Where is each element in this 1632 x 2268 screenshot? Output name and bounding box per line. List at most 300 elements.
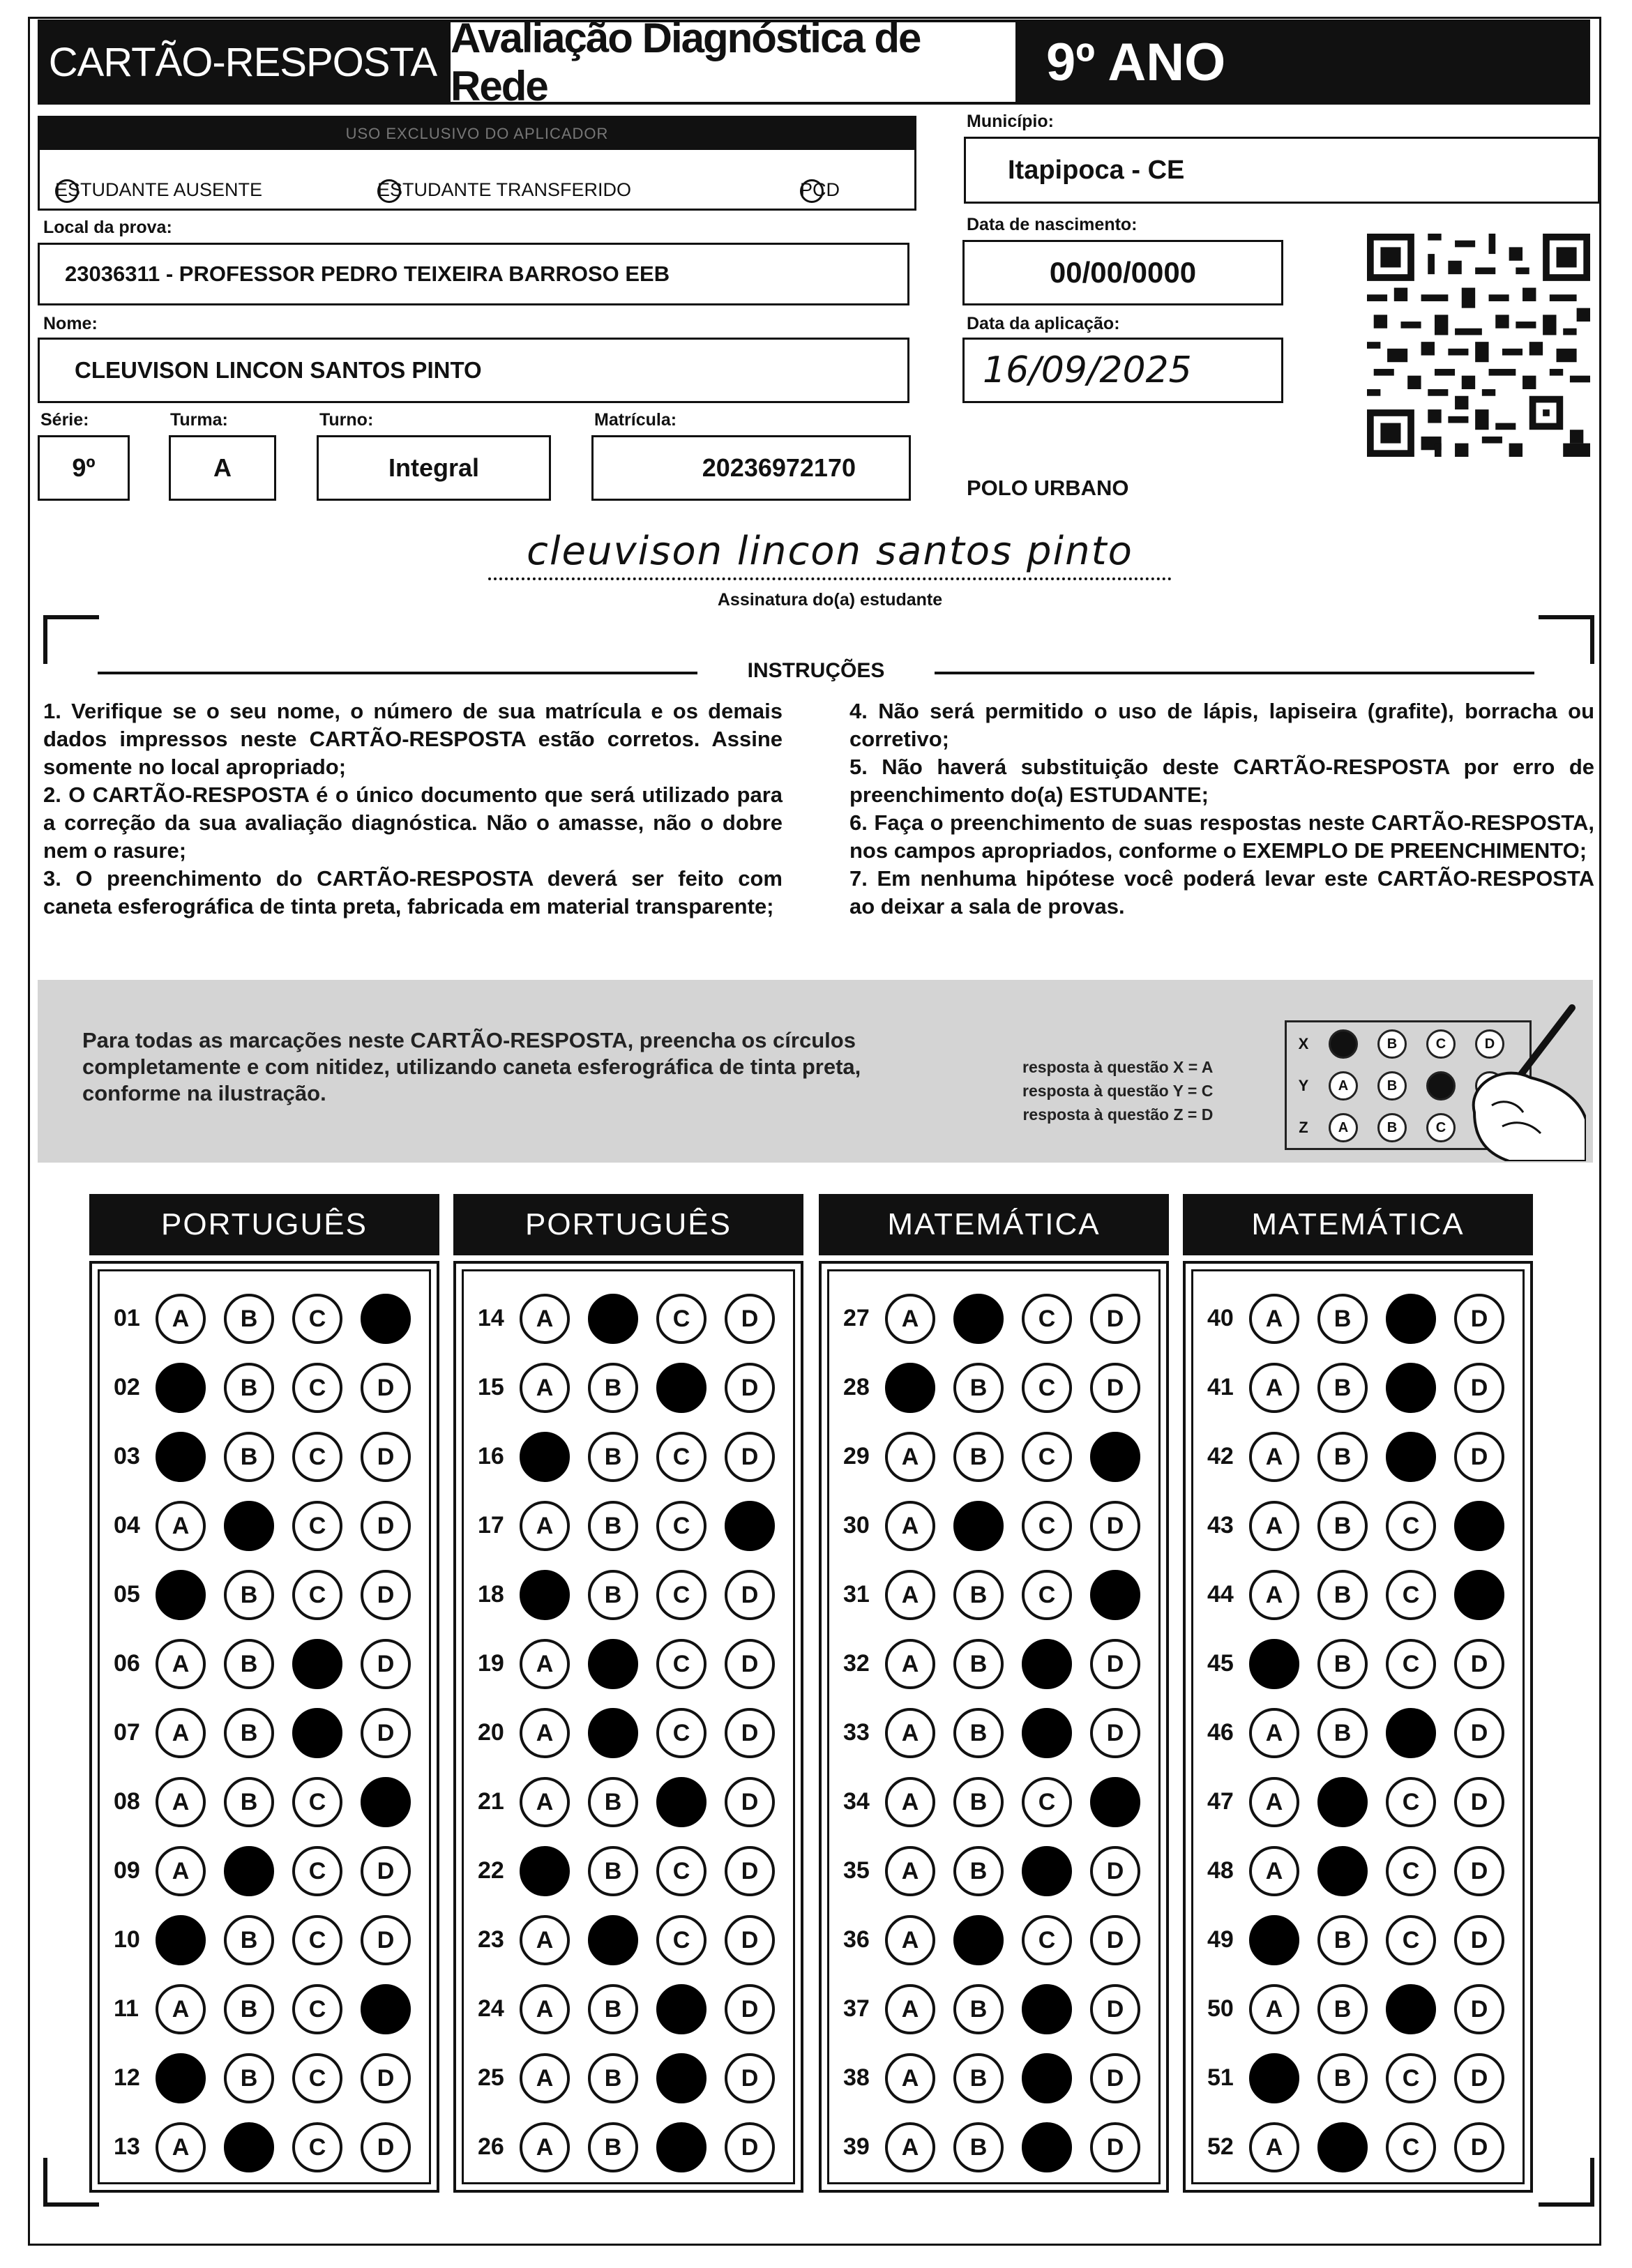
question-row [829,2049,1158,2105]
answer-bubble-a[interactable]: A [885,1501,935,1551]
question-number: 12 [114,2064,140,2091]
answer-bubble-b[interactable]: B [224,1639,274,1689]
instruction-1: 1. Verifique se o seu nome, o número de sua matrícula e os demais dados impressos neste CARTÃO-RESPOSTA estão corretos. Assine somente no local apropriado; [43,699,783,779]
question-row [829,1359,1158,1414]
question-row [464,1428,793,1483]
answer-bubble-b[interactable]: B [224,1984,274,2034]
answer-bubble-b[interactable]: B [224,2053,274,2103]
matricula-field [591,435,911,501]
answer-bubble-a[interactable]: A [156,1708,206,1758]
answer-bubble-b[interactable]: B [953,1708,1004,1758]
answer-bubble-b[interactable]: B [1317,1432,1368,1482]
answer-bubble-b[interactable] [224,1501,274,1551]
answer-bubble-b[interactable] [588,1639,638,1689]
birthdate-value: 00/00/0000 [1049,256,1197,289]
answer-bubble-b[interactable]: B [224,1708,274,1758]
answer-bubble-b[interactable] [1317,1777,1368,1827]
question-row [1193,2118,1523,2174]
answer-bubble-b[interactable]: B [953,2053,1004,2103]
example-bubble [1329,1029,1358,1059]
answer-bubble-a[interactable]: A [520,1363,570,1413]
answer-bubble-b[interactable] [1317,2122,1368,2172]
answer-bubble-d[interactable]: D [1454,1432,1504,1482]
answer-bubble-b[interactable]: B [588,1570,638,1620]
answer-bubble-a[interactable]: A [885,1846,935,1896]
answer-bubble-c[interactable]: C [292,1294,342,1344]
example-line-x: resposta à questão X = A [1022,1058,1214,1076]
answer-bubble-c[interactable] [1022,1708,1072,1758]
answer-bubble-d[interactable]: D [1090,1294,1140,1344]
answer-bubble-c[interactable] [656,1363,707,1413]
question-number: 08 [114,1788,140,1815]
answer-bubble-d[interactable] [1090,1777,1140,1827]
answer-bubble-d[interactable]: D [1090,1639,1140,1689]
answer-bubble-b[interactable]: B [224,1432,274,1482]
answer-bubble-d[interactable]: D [361,2053,411,2103]
answer-bubble-a[interactable]: A [1249,1363,1299,1413]
answer-bubble-b[interactable]: B [224,1915,274,1965]
answer-bubble-c[interactable]: C [1022,1501,1072,1551]
answer-bubble-d[interactable]: D [361,1501,411,1551]
answer-bubble-c[interactable] [1022,2122,1072,2172]
answer-bubble-c[interactable]: C [656,1639,707,1689]
answer-bubble-c[interactable]: C [1386,2122,1436,2172]
answer-bubble-c[interactable]: C [1022,1294,1072,1344]
answer-bubble-d[interactable]: D [725,1363,775,1413]
answer-bubble-a[interactable]: A [520,1708,570,1758]
answer-bubble-d[interactable] [1090,1570,1140,1620]
answer-bubble-c[interactable]: C [656,1294,707,1344]
answer-bubble-a[interactable]: A [156,2122,206,2172]
municipio-label: Município: [967,112,1054,131]
answer-bubble-b[interactable]: B [953,2122,1004,2172]
answer-bubble-a[interactable]: A [885,1708,935,1758]
answer-bubble-a[interactable]: A [156,1294,206,1344]
answer-bubble-c[interactable] [1386,1432,1436,1482]
answer-bubble-b[interactable]: B [1317,1984,1368,2034]
question-number: 37 [843,1995,870,2022]
answer-bubble-d[interactable] [361,1294,411,1344]
question-number: 15 [478,1374,504,1400]
answer-bubble-b[interactable]: B [588,1363,638,1413]
answer-bubble-d[interactable]: D [725,1984,775,2034]
answer-bubble-d[interactable]: D [361,2122,411,2172]
answer-bubble-b[interactable]: B [588,1501,638,1551]
answer-bubble-d[interactable]: D [1454,2122,1504,2172]
birthdate-label: Data de nascimento: [967,215,1138,234]
answer-bubble-a[interactable]: A [1249,1708,1299,1758]
answer-bubble-c[interactable] [656,1777,707,1827]
answer-bubble-a[interactable]: A [156,1777,206,1827]
answer-bubble-a[interactable] [520,1432,570,1482]
answer-bubble-a[interactable] [156,1915,206,1965]
question-row [464,1359,793,1414]
answer-bubble-a[interactable] [156,2053,206,2103]
signature-line [488,577,1172,580]
question-number: 01 [114,1305,140,1331]
answer-bubble-a[interactable]: A [1249,1432,1299,1482]
section-header: PORTUGUÊS [453,1194,803,1255]
answer-bubble-a[interactable] [520,1846,570,1896]
answer-bubble-d[interactable]: D [1090,2122,1140,2172]
answer-bubble-c[interactable]: C [1386,1777,1436,1827]
answer-bubble-c[interactable] [1022,1846,1072,1896]
answer-bubble-c[interactable]: C [1386,1570,1436,1620]
answer-bubble-a[interactable]: A [885,1570,935,1620]
answer-bubble-b[interactable] [953,1915,1004,1965]
answer-bubble-a[interactable]: A [1249,2122,1299,2172]
question-number: 11 [114,1995,139,2022]
answer-bubble-b[interactable]: B [1317,2053,1368,2103]
answer-bubble-a[interactable] [520,1570,570,1620]
answer-bubble-a[interactable]: A [885,1915,935,1965]
matricula-label: Matrícula: [594,410,677,430]
instruction-7: 7. Em nenhuma hipótese você poderá levar este CARTÃO-RESPOSTA ao deixar a sala de provas. [849,866,1594,918]
answer-bubble-c[interactable] [1022,1984,1072,2034]
answer-bubble-b[interactable]: B [953,1570,1004,1620]
pcd-label: PCD [800,179,840,200]
answer-bubble-b[interactable]: B [953,1984,1004,2034]
question-number: 04 [114,1512,140,1539]
exam-title: Avaliação Diagnóstica de Rede [451,22,1015,102]
answer-bubble-d[interactable]: D [725,1294,775,1344]
section-answer-box [819,1261,1169,2193]
answer-bubble-c[interactable]: C [1386,1846,1436,1896]
question-number: 27 [843,1305,870,1331]
answer-bubble-b[interactable]: B [224,1777,274,1827]
answer-bubble-c[interactable] [1022,1639,1072,1689]
answer-bubble-a[interactable]: A [156,1501,206,1551]
answer-bubble-c[interactable]: C [656,1915,707,1965]
answer-bubble-d[interactable]: D [361,1708,411,1758]
answer-bubble-d[interactable]: D [361,1915,411,1965]
answer-bubble-a[interactable]: A [156,1984,206,2034]
answer-bubble-d[interactable] [725,1501,775,1551]
answer-bubble-b[interactable] [1317,1846,1368,1896]
answer-bubble-d[interactable]: D [361,1639,411,1689]
answer-bubble-b[interactable]: B [953,1363,1004,1413]
answer-bubble-a[interactable]: A [1249,1846,1299,1896]
answer-bubble-c[interactable] [656,2053,707,2103]
answer-bubble-b[interactable] [588,1294,638,1344]
example-bubble: C [1426,1113,1456,1142]
absent-bubble[interactable] [55,179,79,203]
answer-bubble-a[interactable] [1249,1639,1299,1689]
answer-bubble-a[interactable]: A [520,1777,570,1827]
answer-bubble-d[interactable]: D [1090,1915,1140,1965]
turno-label: Turno: [319,410,374,430]
answer-bubble-c[interactable]: C [1022,1432,1072,1482]
answer-bubble-b[interactable]: B [224,1570,274,1620]
question-row [464,1842,793,1898]
answer-bubble-c[interactable]: C [1022,1363,1072,1413]
answer-bubble-c[interactable]: C [1022,1570,1072,1620]
example-line-z: resposta à questão Z = D [1022,1105,1214,1124]
answer-bubble-b[interactable]: B [1317,1570,1368,1620]
answer-bubble-d[interactable]: D [1454,1708,1504,1758]
answer-bubble-c[interactable]: C [292,1432,342,1482]
answer-bubble-a[interactable]: A [1249,1294,1299,1344]
answer-bubble-a[interactable] [885,1363,935,1413]
answer-bubble-a[interactable] [156,1570,206,1620]
answer-bubble-b[interactable]: B [1317,1294,1368,1344]
answer-bubble-c[interactable] [292,1639,342,1689]
matricula-value: 20236972170 [702,453,856,482]
question-row [464,2118,793,2174]
transferred-bubble[interactable] [377,179,401,203]
question-number: 50 [1207,1995,1234,2022]
answer-bubble-b[interactable]: B [1317,1363,1368,1413]
answer-bubble-a[interactable]: A [156,1846,206,1896]
answer-bubble-a[interactable]: A [520,1915,570,1965]
answer-bubble-c[interactable] [292,1708,342,1758]
question-row [100,1290,429,1345]
section-header: PORTUGUÊS [89,1194,439,1255]
answer-bubble-d[interactable] [1454,1501,1504,1551]
answer-bubble-a[interactable] [156,1432,206,1482]
answer-bubble-b[interactable]: B [588,2122,638,2172]
answer-bubble-c[interactable]: C [1386,1639,1436,1689]
question-number: 44 [1207,1581,1234,1608]
question-number: 49 [1207,1926,1234,1953]
question-row [1193,1911,1523,1967]
answer-bubble-b[interactable]: B [1317,1501,1368,1551]
question-number: 13 [114,2133,140,2160]
example-text: Para todas as marcações neste CARTÃO-RESPOSTA, preencha os círculos completamente e com nitidez, utilizando caneta esferográfica de tinta preta, conforme na ilustração. [82,1028,861,1105]
question-row [1193,1497,1523,1552]
section-answer-inner [98,1269,431,2184]
answer-bubble-d[interactable]: D [1454,1294,1504,1344]
answer-bubble-d[interactable]: D [1090,1708,1140,1758]
answer-bubble-d[interactable]: D [1090,1846,1140,1896]
answer-bubble-c[interactable]: C [292,2122,342,2172]
answer-bubble-c[interactable] [656,1984,707,2034]
answer-bubble-d[interactable] [1090,1432,1140,1482]
question-number: 16 [478,1443,504,1469]
answer-bubble-b[interactable]: B [1317,1915,1368,1965]
answer-bubble-d[interactable] [1454,1570,1504,1620]
answer-bubble-d[interactable]: D [361,1432,411,1482]
answer-bubble-d[interactable]: D [1454,1846,1504,1896]
question-number: 35 [843,1857,870,1884]
answer-bubble-c[interactable]: C [1386,2053,1436,2103]
question-number: 40 [1207,1305,1234,1331]
answer-bubble-a[interactable]: A [885,2122,935,2172]
question-number: 52 [1207,2133,1234,2160]
answer-bubble-d[interactable]: D [1090,1501,1140,1551]
example-legend [1022,1055,1213,1126]
answer-bubble-c[interactable]: C [656,1708,707,1758]
question-row [100,1497,429,1552]
answer-bubble-b[interactable] [953,1501,1004,1551]
answer-bubble-c[interactable] [1386,1294,1436,1344]
question-row [1193,1773,1523,1829]
answer-bubble-d[interactable]: D [1090,1363,1140,1413]
answer-bubble-d[interactable]: D [1454,1363,1504,1413]
question-row [829,1635,1158,1691]
answer-bubble-d[interactable]: D [725,1777,775,1827]
answer-bubble-d[interactable]: D [725,1570,775,1620]
question-number: 05 [114,1581,140,1608]
answer-bubble-d[interactable]: D [1454,1915,1504,1965]
question-number: 25 [478,2064,504,2091]
answer-bubble-c[interactable]: C [656,1501,707,1551]
answer-bubble-d[interactable]: D [361,1846,411,1896]
local-value: 23036311 - PROFESSOR PEDRO TEIXEIRA BARROSO EEB [65,262,670,286]
name-field [38,338,909,403]
answer-bubble-d[interactable]: D [725,2053,775,2103]
question-row [464,1290,793,1345]
answer-bubble-b[interactable] [588,1708,638,1758]
answer-bubble-c[interactable]: C [656,1432,707,1482]
answer-bubble-c[interactable] [1386,1363,1436,1413]
question-number: 39 [843,2133,870,2160]
answer-bubble-a[interactable]: A [1249,1501,1299,1551]
answer-bubble-c[interactable]: C [292,1984,342,2034]
question-row [1193,1635,1523,1691]
answer-bubble-d[interactable]: D [725,1846,775,1896]
answer-bubble-c[interactable] [1386,1984,1436,2034]
answer-bubble-c[interactable]: C [292,1570,342,1620]
answer-bubble-c[interactable] [1386,1708,1436,1758]
answer-bubble-d[interactable]: D [725,1915,775,1965]
section-answer-inner [462,1269,795,2184]
signature-label: Assinatura do(a) estudante [717,590,943,610]
answer-bubble-c[interactable]: C [292,1501,342,1551]
question-row [1193,1566,1523,1621]
answer-bubble-b[interactable]: B [953,1639,1004,1689]
answer-bubble-c[interactable]: C [292,1915,342,1965]
turma-value: A [213,453,232,482]
answer-bubble-a[interactable] [156,1363,206,1413]
answer-bubble-a[interactable]: A [885,1639,935,1689]
answer-bubble-a[interactable] [1249,1915,1299,1965]
question-number: 28 [843,1374,870,1400]
question-row [464,1704,793,1760]
answer-bubble-b[interactable] [588,1915,638,1965]
question-number: 36 [843,1926,870,1953]
example-row-label: X [1298,1035,1309,1052]
answer-bubble-b[interactable]: B [953,1777,1004,1827]
answer-bubble-a[interactable]: A [520,1984,570,2034]
question-row [100,1566,429,1621]
answer-bubble-c[interactable]: C [292,2053,342,2103]
answer-bubble-d[interactable]: D [725,2122,775,2172]
answer-bubble-d[interactable]: D [1454,1984,1504,2034]
answer-bubble-b[interactable]: B [224,1294,274,1344]
answer-bubble-b[interactable]: B [588,1777,638,1827]
answer-bubble-b[interactable]: B [1317,1639,1368,1689]
answer-bubble-d[interactable]: D [1090,1984,1140,2034]
answer-bubble-a[interactable] [1249,2053,1299,2103]
application-date-label: Data da aplicação: [967,314,1120,333]
answer-bubble-d[interactable]: D [1454,2053,1504,2103]
answer-bubble-a[interactable]: A [156,1639,206,1689]
pcd-bubble[interactable] [800,179,824,203]
answer-bubble-c[interactable]: C [656,1846,707,1896]
question-row [829,1980,1158,2036]
answer-bubble-a[interactable]: A [520,2122,570,2172]
answer-bubble-b[interactable] [224,1846,274,1896]
question-number: 45 [1207,1650,1234,1677]
answer-bubble-d[interactable]: D [1454,1777,1504,1827]
answer-bubble-a[interactable]: A [885,1984,935,2034]
example-line-y: resposta à questão Y = C [1022,1082,1214,1100]
answer-bubble-c[interactable]: C [1022,1915,1072,1965]
answer-bubble-b[interactable] [224,2122,274,2172]
example-bubble: B [1377,1029,1407,1059]
answer-bubble-a[interactable]: A [885,1777,935,1827]
answer-bubble-d[interactable]: D [725,1639,775,1689]
answer-bubble-b[interactable]: B [588,1432,638,1482]
answer-bubble-a[interactable]: A [520,1294,570,1344]
qr-code-icon [1367,233,1590,458]
question-row [464,1566,793,1621]
answer-bubble-c[interactable]: C [292,1777,342,1827]
application-date-value: 16/09/2025 [983,349,1192,391]
answer-bubble-b[interactable]: B [1317,1708,1368,1758]
answer-bubble-a[interactable]: A [520,1501,570,1551]
local-label: Local da prova: [43,218,172,237]
answer-bubble-d[interactable]: D [725,1708,775,1758]
answer-bubble-c[interactable]: C [1022,1777,1072,1827]
answer-bubble-a[interactable]: A [520,2053,570,2103]
answer-bubble-b[interactable]: B [588,1984,638,2034]
answer-bubble-a[interactable]: A [1249,1984,1299,2034]
question-row [1193,1980,1523,2036]
answer-bubble-a[interactable]: A [885,1294,935,1344]
question-number: 21 [478,1788,504,1815]
answer-bubble-a[interactable]: A [520,1639,570,1689]
answer-bubble-d[interactable]: D [1090,2053,1140,2103]
instruction-6: 6. Faça o preenchimento de suas respostas neste CARTÃO-RESPOSTA, nos campos apropriados, conforme o EXEMPLO DE PREENCHIMENTO; [849,810,1594,863]
answer-bubble-a[interactable]: A [885,1432,935,1482]
answer-bubble-b[interactable]: B [588,2053,638,2103]
answer-bubble-c[interactable]: C [1386,1501,1436,1551]
answer-bubble-a[interactable]: A [1249,1777,1299,1827]
answer-bubble-a[interactable]: A [1249,1570,1299,1620]
municipio-value: Itapipoca - CE [1008,155,1185,185]
answer-bubble-b[interactable]: B [588,1846,638,1896]
answer-bubble-d[interactable] [361,1777,411,1827]
question-row [829,1842,1158,1898]
answer-bubble-c[interactable]: C [656,1570,707,1620]
question-number: 42 [1207,1443,1234,1469]
answer-bubble-d[interactable]: D [1454,1639,1504,1689]
answer-bubble-b[interactable]: B [953,1432,1004,1482]
question-number: 10 [114,1926,140,1953]
answer-bubble-d[interactable]: D [361,1363,411,1413]
answer-bubble-c[interactable]: C [292,1363,342,1413]
answer-bubble-c[interactable] [656,2122,707,2172]
answer-bubble-d[interactable]: D [725,1432,775,1482]
answer-bubble-b[interactable] [953,1294,1004,1344]
application-date-field[interactable] [962,338,1283,403]
answer-bubble-d[interactable] [361,1984,411,2034]
answer-bubble-d[interactable]: D [361,1570,411,1620]
answer-bubble-b[interactable]: B [953,1846,1004,1896]
instructions-left [43,697,783,921]
question-row [1193,1704,1523,1760]
question-row [100,1911,429,1967]
answer-bubble-a[interactable]: A [885,2053,935,2103]
question-number: 46 [1207,1719,1234,1746]
question-number: 47 [1207,1788,1234,1815]
answer-bubble-c[interactable]: C [292,1846,342,1896]
answer-bubble-c[interactable] [1022,2053,1072,2103]
answer-bubble-b[interactable]: B [224,1363,274,1413]
answer-bubble-c[interactable]: C [1386,1915,1436,1965]
